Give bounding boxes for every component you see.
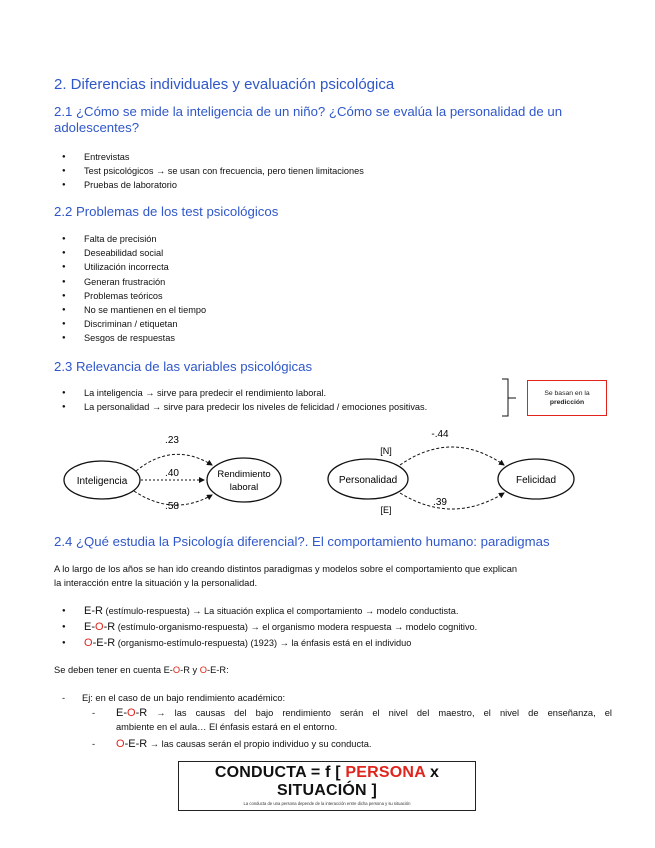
list-item: ● La personalidad → sirve para predecir los niveles de felicidad / emociones positivas. [54, 400, 427, 414]
dash-bullet: - [92, 708, 96, 718]
prediction-note-line2: predicción [549, 399, 585, 406]
example-oer-text: → las causas serán el propio individuo y su conducta. [147, 739, 372, 749]
intelligence-diagram [58, 425, 298, 515]
consider-mid: y [189, 665, 200, 675]
prediction-note-line1: Se basan en la [544, 390, 590, 397]
list-item: ● No se mantienen en el tiempo [54, 303, 206, 317]
behavior-formula [178, 761, 476, 811]
list-item: ● Utilización incorrecta [54, 260, 206, 274]
personalidad-label: Personalidad [338, 475, 398, 486]
example-intro [62, 691, 285, 705]
subsection-2-1-title-line2: adolescentes? [54, 120, 140, 135]
consider-prefix: Se deben tener en cuenta [54, 665, 164, 675]
subsection-2-4-title: 2.4 ¿Qué estudia la Psicología diferencial?. El comportamiento humano: paradigmas [54, 534, 550, 549]
list-item: ● Entrevistas [54, 150, 364, 164]
subsection-2-1-list [54, 150, 364, 193]
list-item: ● Generan frustración [54, 275, 206, 289]
list-item: ● Discriminan / etiquetan [54, 317, 206, 331]
formula-text [187, 764, 467, 800]
consider-oer: O-E-R [199, 665, 227, 675]
subsection-2-3-list [54, 386, 427, 414]
paradigm-er [54, 603, 614, 619]
bottom-path-arrow [400, 493, 504, 509]
formula-caption: La conducta de una persona depende de la interacción entre dicha persona y su situación [243, 801, 411, 806]
intro-line1: A lo largo de los años se han ido creando distintos paradigmas y modelos sobre el comportamiento que explican [54, 564, 518, 574]
subsection-2-4-intro [54, 562, 614, 590]
list-item: ● Problemas teóricos [54, 289, 206, 303]
example-eor [92, 706, 612, 734]
personality-diagram [322, 425, 582, 517]
dash-bullet: - [62, 693, 66, 703]
paradigm-text: (estímulo-organismo-respuesta) → el organismo modera respuesta → modelo cognitivo. [115, 622, 478, 632]
subsection-2-1-title-line1: 2.1 ¿Cómo se mide la inteligencia de un niño? ¿Cómo se evalúa la personalidad de un [54, 104, 563, 119]
subsection-2-2-list [54, 232, 206, 346]
coef-top: -.44 [431, 429, 449, 440]
formula-persona: PERSONA [345, 764, 426, 781]
paradigm-code: E-O-R [84, 621, 116, 633]
top-path-arrow [400, 447, 504, 465]
inteligencia-label: Inteligencia [76, 476, 128, 487]
list-item: ● La inteligencia → sirve para predecir el rendimiento laboral. [54, 386, 427, 400]
rendimiento-label-line2: laboral [229, 482, 259, 493]
formula-situacion: SITUACIÓN [277, 782, 367, 799]
paradigm-code: O-E-R [84, 637, 116, 649]
formula-open: CONDUCTA = f [ [214, 764, 346, 781]
consider-suffix: : [226, 665, 229, 675]
example-oer-code: O-E-R [116, 738, 148, 750]
coef-top: .23 [165, 435, 179, 446]
example-intro-text: Ej: en el caso de un bajo rendimiento académico: [82, 693, 286, 703]
bracket-icon [496, 378, 520, 418]
neuroticism-tag: [N] [380, 446, 392, 456]
coef-bottom: .58 [165, 501, 179, 512]
list-item: ● Pruebas de laboratorio [54, 178, 364, 192]
example-eor-line1: → las causas del bajo rendimiento serán el nivel del maestro, el nivel de enseñanza, el [147, 708, 612, 718]
dash-bullet: - [92, 739, 96, 749]
coef-bottom: .39 [433, 497, 447, 508]
coef-middle: .40 [165, 468, 179, 479]
subsection-2-2-title: 2.2 Problemas de los test psicológicos [54, 204, 279, 219]
paradigm-code: E-R [84, 605, 103, 617]
paradigm-text: (estímulo-respuesta) → La situación explica el comportamiento → modelo conductista. [102, 606, 459, 616]
consider-eor: E-O-R [163, 665, 190, 675]
paradigm-list [54, 603, 614, 651]
intro-line2: la interacción entre la situación y la personalidad. [54, 578, 258, 588]
list-item: ● Sesgos de respuestas [54, 331, 206, 345]
paradigm-eor [54, 619, 614, 635]
prediction-note [527, 380, 607, 416]
example-eor-code: E-O-R [116, 707, 148, 719]
subsection-2-3-title: 2.3 Relevancia de las variables psicológicas [54, 359, 313, 374]
felicidad-label: Felicidad [515, 475, 557, 486]
example-eor-line2: ambiente en el aula… El énfasis estará en el entorno. [116, 722, 338, 732]
formula-close: ] [366, 782, 377, 799]
rendimiento-label-line1: Rendimiento [217, 469, 271, 480]
section-title: 2. Diferencias individuales y evaluación psicológica [54, 76, 395, 93]
list-item: ● Falta de precisión [54, 232, 206, 246]
formula-x: x [425, 764, 440, 781]
example-oer [92, 737, 371, 751]
extraversion-tag: [E] [380, 505, 392, 515]
list-item: ● Test psicológicos → se usan con frecuencia, pero tienen limitaciones [54, 164, 364, 178]
rendimiento-node [207, 458, 281, 502]
subsection-2-1-title [54, 104, 614, 136]
paradigm-oer [54, 635, 614, 651]
paradigm-text: (organismo-estímulo-respuesta) (1923) → la énfasis está en el individuo [115, 638, 412, 648]
consider-line [54, 663, 229, 677]
list-item: ● Deseabilidad social [54, 246, 206, 260]
